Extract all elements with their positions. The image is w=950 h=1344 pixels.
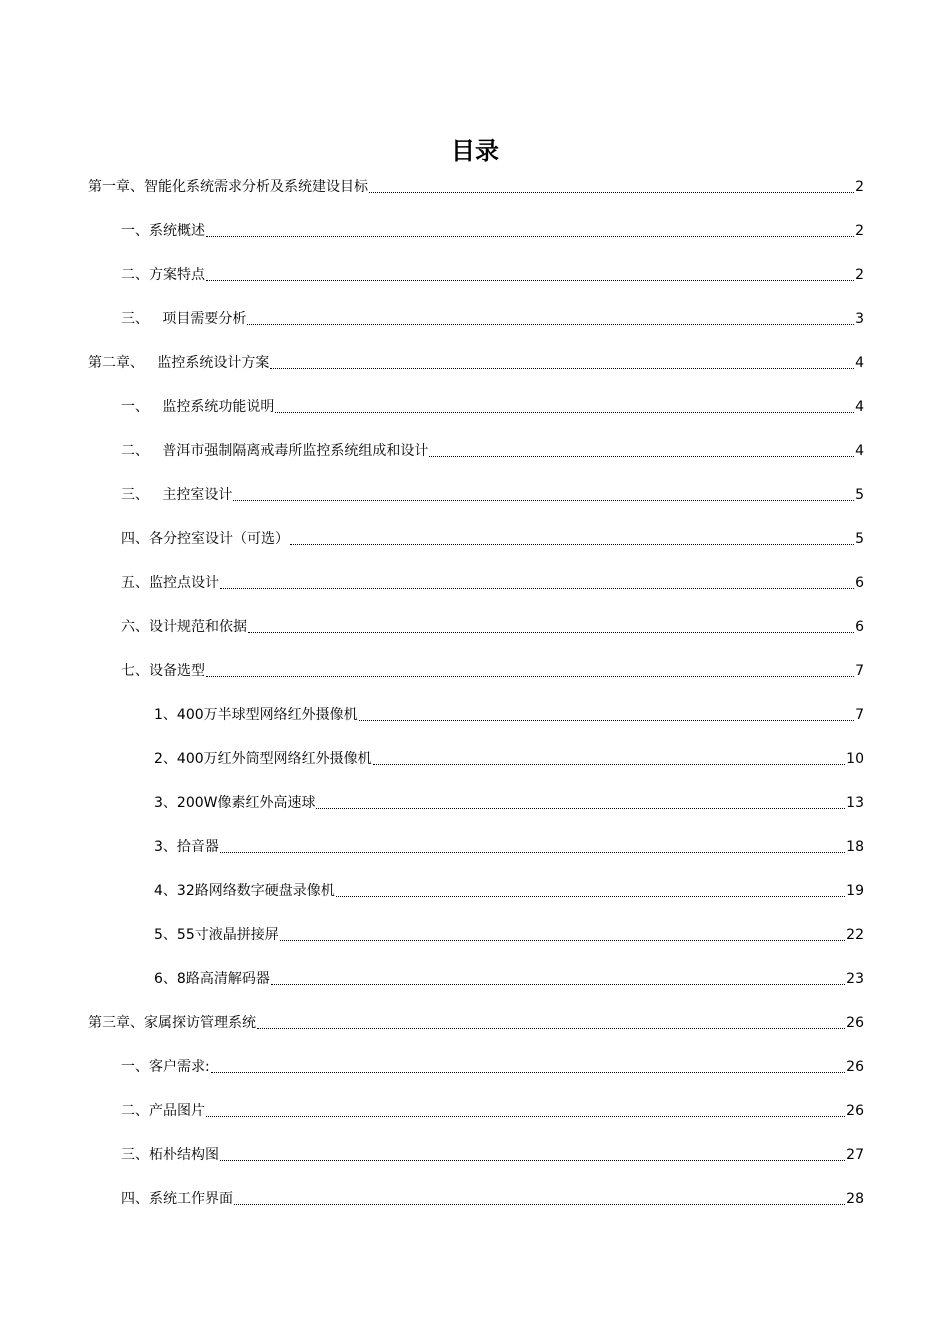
toc-entry-page-number: 7 [855, 663, 864, 679]
toc-entry-page-number: 13 [846, 795, 864, 811]
toc-entry[interactable] [88, 351, 864, 395]
toc-entry-label: 三、柘朴结构图 [121, 1147, 219, 1163]
toc-entry[interactable] [121, 483, 864, 527]
toc-entry-label: 3、拾音器 [154, 839, 219, 855]
toc-entry-page-number: 2 [855, 179, 864, 195]
toc-entry-label: 四、各分控室设计（可选） [121, 531, 289, 547]
toc-entry[interactable] [121, 527, 864, 571]
toc-dot-leader [247, 307, 854, 325]
toc-entry[interactable] [88, 175, 864, 219]
toc-entry-page-number: 26 [846, 1015, 864, 1031]
toc-entry-page-number: 22 [846, 927, 864, 943]
toc-entry-page-number: 5 [855, 531, 864, 547]
toc-entry-page-number: 3 [855, 311, 864, 327]
toc-entry-page-number: 10 [846, 751, 864, 767]
toc-dot-leader [275, 395, 854, 413]
toc-entry[interactable] [88, 1011, 864, 1055]
toc-entry-label: 五、监控点设计 [121, 575, 219, 591]
toc-entry-label: 一、客户需求: [121, 1059, 210, 1075]
toc-dot-leader [220, 835, 845, 853]
toc-dot-leader [271, 967, 845, 985]
toc-dot-leader [316, 791, 845, 809]
toc-entry-page-number: 27 [846, 1147, 864, 1163]
toc-dot-leader [220, 1143, 845, 1161]
toc-entry-label: 5、55寸液晶拼接屏 [154, 927, 279, 943]
toc-entry-page-number: 4 [855, 399, 864, 415]
toc-entry[interactable] [121, 1143, 864, 1187]
toc-dot-leader [429, 439, 854, 457]
toc-entry[interactable] [154, 703, 864, 747]
toc-entry-label: 二、产品图片 [121, 1103, 205, 1119]
toc-list [0, 175, 950, 1231]
toc-dot-leader [233, 483, 854, 501]
toc-entry[interactable] [121, 571, 864, 615]
toc-entry[interactable] [121, 1055, 864, 1099]
toc-dot-leader [206, 1099, 845, 1117]
toc-dot-leader [373, 747, 846, 765]
toc-dot-leader [359, 703, 854, 721]
toc-entry-label: 三、 项目需要分析 [121, 311, 247, 327]
toc-entry-page-number: 6 [855, 575, 864, 591]
toc-entry-label: 第一章、智能化系统需求分析及系统建设目标 [88, 179, 368, 195]
toc-title: 目录 [451, 137, 499, 165]
toc-entry-page-number: 28 [846, 1191, 864, 1207]
toc-dot-leader [336, 879, 845, 897]
toc-entry[interactable] [154, 879, 864, 923]
toc-entry-page-number: 18 [846, 839, 864, 855]
toc-entry-page-number: 6 [855, 619, 864, 635]
toc-entry-label: 6、8路高清解码器 [154, 971, 270, 987]
toc-entry[interactable] [121, 659, 864, 703]
toc-entry-label: 二、 普洱市强制隔离戒毒所监控系统组成和设计 [121, 443, 429, 459]
toc-entry-page-number: 23 [846, 971, 864, 987]
toc-dot-leader [257, 1011, 845, 1029]
toc-entry-label: 第二章、 监控系统设计方案 [88, 355, 270, 371]
toc-entry[interactable] [154, 835, 864, 879]
toc-entry-label: 一、 监控系统功能说明 [121, 399, 275, 415]
toc-entry-page-number: 5 [855, 487, 864, 503]
toc-entry-page-number: 4 [855, 443, 864, 459]
toc-entry-page-number: 2 [855, 223, 864, 239]
toc-entry[interactable] [154, 923, 864, 967]
toc-entry[interactable] [121, 219, 864, 263]
toc-entry-label: 2、400万红外筒型网络红外摄像机 [154, 751, 372, 767]
toc-entry[interactable] [121, 307, 864, 351]
toc-entry-page-number: 7 [855, 707, 864, 723]
toc-entry-label: 三、 主控室设计 [121, 487, 233, 503]
toc-entry[interactable] [121, 439, 864, 483]
toc-entry[interactable] [154, 791, 864, 835]
toc-entry-label: 六、设计规范和依据 [121, 619, 247, 635]
toc-dot-leader [270, 351, 854, 369]
toc-entry[interactable] [121, 263, 864, 307]
toc-entry[interactable] [121, 395, 864, 439]
toc-dot-leader [211, 1055, 845, 1073]
toc-dot-leader [248, 615, 854, 633]
toc-entry[interactable] [154, 967, 864, 1011]
toc-entry-label: 四、系统工作界面 [121, 1191, 233, 1207]
toc-dot-leader [234, 1187, 845, 1205]
toc-entry-label: 七、设备选型 [121, 663, 205, 679]
toc-entry[interactable] [121, 1187, 864, 1231]
toc-entry[interactable] [154, 747, 864, 791]
toc-dot-leader [290, 527, 854, 545]
toc-entry[interactable] [121, 615, 864, 659]
toc-dot-leader [369, 175, 854, 193]
toc-entry-label: 3、200W像素红外高速球 [154, 795, 316, 811]
toc-entry-page-number: 2 [855, 267, 864, 283]
toc-entry-page-number: 26 [846, 1059, 864, 1075]
toc-entry[interactable] [121, 1099, 864, 1143]
toc-dot-leader [206, 219, 854, 237]
toc-dot-leader [220, 571, 854, 589]
toc-entry-label: 第三章、家属探访管理系统 [88, 1015, 256, 1031]
toc-dot-leader [206, 263, 854, 281]
toc-entry-page-number: 26 [846, 1103, 864, 1119]
toc-entry-page-number: 4 [855, 355, 864, 371]
toc-dot-leader [280, 923, 845, 941]
toc-entry-label: 1、400万半球型网络红外摄像机 [154, 707, 358, 723]
toc-entry-label: 二、方案特点 [121, 267, 205, 283]
toc-dot-leader [206, 659, 854, 677]
toc-entry-label: 一、系统概述 [121, 223, 205, 239]
toc-entry-page-number: 19 [846, 883, 864, 899]
toc-entry-label: 4、32路网络数字硬盘录像机 [154, 883, 335, 899]
